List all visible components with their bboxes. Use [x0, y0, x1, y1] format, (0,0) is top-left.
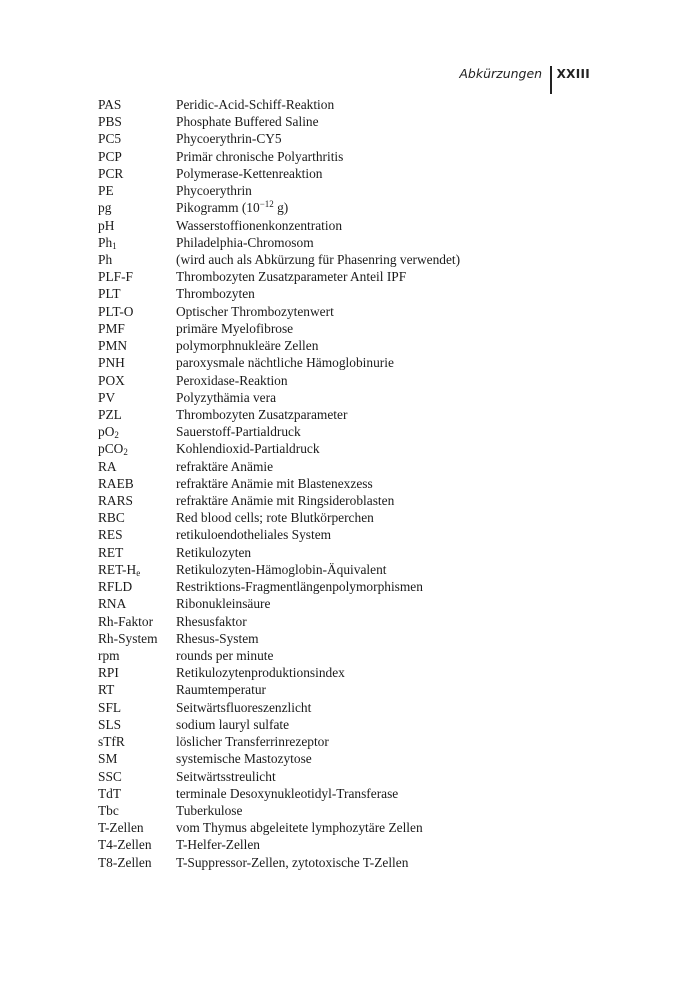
abbreviation-term-text: Ph [98, 251, 113, 267]
abbreviation-term-text: Rh-Faktor [98, 613, 154, 629]
abbreviation-row [98, 492, 598, 509]
definition-text: Phycoerythrin-CY5 [176, 131, 282, 147]
abbreviation-term-text: pg [98, 200, 112, 216]
abbreviation-term-text: Rh-System [98, 630, 158, 646]
abbreviation-row [98, 630, 598, 647]
abbreviation-term-text: pCO [98, 441, 124, 457]
abbreviation-row [98, 664, 598, 681]
abbreviation-subscript: 2 [114, 430, 119, 441]
definition-text: Polyzythämia vera [176, 389, 277, 405]
abbreviation-definition [176, 647, 598, 664]
abbreviation-row [98, 750, 598, 767]
abbreviation-row [98, 96, 598, 113]
abbreviation-term-text: Tbc [98, 802, 119, 818]
abbreviation-term [98, 320, 176, 337]
definition-text: Red blood cells; rote Blutkörperchen [176, 510, 374, 526]
abbreviation-term [98, 148, 176, 165]
abbreviation-row [98, 681, 598, 698]
abbreviation-term [98, 251, 176, 268]
abbreviation-term-text: T4-Zellen [98, 837, 152, 853]
definition-text: Rhesusfaktor [176, 613, 247, 629]
abbreviation-term-text: PNH [98, 355, 125, 371]
definition-text: Phosphate Buffered Saline [176, 114, 319, 130]
definition-text: vom Thymus abgeleitete lymphozytäre Zellen [176, 820, 423, 836]
abbreviation-term [98, 113, 176, 130]
abbreviation-term-text: sTfR [98, 734, 125, 750]
abbreviation-definition [176, 699, 598, 716]
abbreviation-term-text: SFL [98, 699, 122, 715]
abbreviation-subscript: e [136, 567, 141, 578]
abbreviation-definition [176, 458, 598, 475]
abbreviation-term [98, 768, 176, 785]
abbreviation-term-text: PBS [98, 114, 122, 130]
abbreviation-subscript: 2 [123, 447, 128, 458]
abbreviation-term-text: PLF-F [98, 269, 133, 285]
abbreviation-term [98, 509, 176, 526]
abbreviation-definition [176, 492, 598, 509]
abbreviation-definition [176, 199, 598, 216]
abbreviation-term [98, 836, 176, 853]
abbreviation-list [98, 96, 598, 871]
abbreviation-row [98, 303, 598, 320]
definition-text: Wasserstoffionenkonzentration [176, 217, 343, 233]
abbreviation-term [98, 561, 176, 578]
abbreviation-row [98, 578, 598, 595]
definition-text: Retikulozyten-Hämoglobin-Äquivalent [176, 561, 387, 577]
definition-text: (wird auch als Abkürzung für Phasenring verwendet) [176, 251, 461, 267]
abbreviation-row [98, 595, 598, 612]
abbreviation-term-text: RBC [98, 510, 125, 526]
abbreviation-definition [176, 182, 598, 199]
abbreviation-term [98, 389, 176, 406]
abbreviation-definition [176, 733, 598, 750]
abbreviation-row [98, 836, 598, 853]
abbreviation-definition [176, 217, 598, 234]
abbreviation-definition [176, 613, 598, 630]
abbreviation-definition [176, 285, 598, 302]
abbreviation-term [98, 595, 176, 612]
definition-text: löslicher Transferrinrezeptor [176, 734, 329, 750]
abbreviation-term [98, 165, 176, 182]
abbreviation-term-text: PCP [98, 148, 122, 164]
abbreviation-row [98, 768, 598, 785]
abbreviation-row [98, 354, 598, 371]
abbreviation-term [98, 182, 176, 199]
definition-text: Thrombozyten Zusatzparameter Anteil IPF [176, 269, 407, 285]
definition-text: refraktäre Anämie [176, 458, 274, 474]
abbreviation-row [98, 699, 598, 716]
abbreviation-term [98, 785, 176, 802]
abbreviation-term [98, 268, 176, 285]
abbreviation-definition [176, 768, 598, 785]
abbreviation-term-text: SLS [98, 716, 122, 732]
abbreviation-term-text: RFLD [98, 579, 133, 595]
definition-text: Kohlendioxid-Partialdruck [176, 441, 320, 457]
abbreviation-row [98, 544, 598, 561]
abbreviation-row [98, 285, 598, 302]
abbreviation-row [98, 785, 598, 802]
abbreviation-row [98, 165, 598, 182]
abbreviation-term [98, 285, 176, 302]
abbreviation-definition [176, 854, 598, 871]
abbreviation-definition [176, 165, 598, 182]
abbreviation-term [98, 544, 176, 561]
abbreviation-row [98, 613, 598, 630]
definition-text: Primär chronische Polyarthritis [176, 148, 344, 164]
abbreviation-definition [176, 561, 598, 578]
header-title: Abkürzungen [459, 66, 543, 81]
abbreviation-term-text: RT [98, 682, 115, 698]
abbreviation-definition [176, 836, 598, 853]
definition-text: Peroxidase-Reaktion [176, 372, 288, 388]
definition-text: systemische Mastozytose [176, 751, 312, 767]
abbreviation-definition [176, 750, 598, 767]
abbreviation-term-text: PV [98, 389, 116, 405]
definition-text: Tuberkulose [176, 802, 243, 818]
abbreviation-row [98, 509, 598, 526]
definition-text: Sauerstoff-Partialdruck [176, 424, 301, 440]
abbreviation-term [98, 337, 176, 354]
definition-text: Rhesus-System [176, 630, 259, 646]
definition-text: Thrombozyten [176, 286, 255, 302]
definition-text: Raumtemperatur [176, 682, 266, 698]
abbreviation-row [98, 561, 598, 578]
definition-text: Polymerase-Kettenreaktion [176, 165, 323, 181]
definition-text: Phycoerythrin [176, 183, 252, 199]
abbreviation-definition [176, 320, 598, 337]
definition-text: Optischer Thrombozytenwert [176, 303, 334, 319]
abbreviation-term [98, 458, 176, 475]
abbreviation-definition [176, 509, 598, 526]
abbreviation-row [98, 389, 598, 406]
abbreviation-term [98, 96, 176, 113]
definition-text: Peridic-Acid-Schiff-Reaktion [176, 97, 335, 112]
abbreviation-term-text: RNA [98, 596, 127, 612]
abbreviation-definition [176, 389, 598, 406]
abbreviation-definition [176, 664, 598, 681]
abbreviation-term-text: pH [98, 217, 115, 233]
abbreviation-term-text: PLT [98, 286, 121, 302]
definition-text: Seitwärtsstreulicht [176, 768, 276, 784]
running-header [459, 64, 590, 94]
abbreviation-definition [176, 337, 598, 354]
abbreviation-definition [176, 595, 598, 612]
definition-text: T-Suppressor-Zellen, zytotoxische T-Zellen [176, 854, 409, 870]
abbreviation-row [98, 234, 598, 251]
definition-text: Restriktions-Fragmentlängenpolymorphismen [176, 579, 423, 595]
abbreviation-term-text: TdT [98, 785, 122, 801]
abbreviation-row [98, 733, 598, 750]
abbreviation-row [98, 199, 598, 216]
definition-text: T-Helfer-Zellen [176, 837, 260, 853]
abbreviation-term [98, 199, 176, 216]
abbreviation-row [98, 251, 598, 268]
definition-text: sodium lauryl sulfate [176, 716, 290, 732]
abbreviation-definition [176, 526, 598, 543]
abbreviation-term [98, 681, 176, 698]
abbreviation-row [98, 182, 598, 199]
abbreviation-term [98, 647, 176, 664]
definition-text: Thrombozyten Zusatzparameter [176, 406, 348, 422]
abbreviation-definition [176, 785, 598, 802]
abbreviation-row [98, 647, 598, 664]
abbreviation-row [98, 148, 598, 165]
abbreviation-definition [176, 268, 598, 285]
abbreviation-definition [176, 354, 598, 371]
abbreviation-term [98, 234, 176, 251]
abbreviation-term-text: RES [98, 527, 123, 543]
definition-text: Seitwärtsfluoreszenzlicht [176, 699, 312, 715]
abbreviation-definition [176, 96, 598, 113]
abbreviation-term [98, 423, 176, 440]
definition-text: Pikogramm (10 [176, 200, 260, 216]
abbreviation-term [98, 750, 176, 767]
abbreviation-definition [176, 475, 598, 492]
abbreviation-term [98, 802, 176, 819]
abbreviation-term-text: RET [98, 544, 124, 560]
abbreviation-row [98, 458, 598, 475]
abbreviation-term [98, 716, 176, 733]
abbreviation-term-text: POX [98, 372, 125, 388]
abbreviation-term [98, 630, 176, 647]
abbreviation-definition [176, 578, 598, 595]
abbreviation-term-text: SSC [98, 768, 122, 784]
abbreviation-term [98, 406, 176, 423]
abbreviation-term-text: T8-Zellen [98, 854, 152, 870]
abbreviation-definition [176, 681, 598, 698]
abbreviation-row [98, 406, 598, 423]
abbreviation-term-text: RET-H [98, 561, 137, 577]
definition-text: refraktäre Anämie mit Ringsideroblasten [176, 493, 395, 509]
abbreviation-term-text: PCR [98, 165, 124, 181]
definition-text: rounds per minute [176, 648, 274, 663]
abbreviation-definition [176, 544, 598, 561]
abbreviation-definition [176, 802, 598, 819]
abbreviation-term [98, 578, 176, 595]
definition-text: retikuloendotheliales System [176, 527, 332, 543]
abbreviation-term-text: T-Zellen [98, 820, 144, 836]
abbreviation-row [98, 854, 598, 871]
abbreviation-row [98, 130, 598, 147]
abbreviation-term [98, 475, 176, 492]
abbreviation-row [98, 475, 598, 492]
abbreviation-definition [176, 130, 598, 147]
abbreviation-row [98, 372, 598, 389]
definition-text: Ribonukleinsäure [176, 596, 271, 612]
abbreviation-definition [176, 251, 598, 268]
page-number: XXIII [556, 67, 590, 81]
abbreviation-term-text: PMN [98, 338, 128, 354]
abbreviation-term [98, 526, 176, 543]
abbreviation-row [98, 217, 598, 234]
abbreviation-row [98, 113, 598, 130]
abbreviation-definition [176, 234, 598, 251]
abbreviation-term [98, 130, 176, 147]
definition-text: polymorphnukleäre Zellen [176, 338, 319, 354]
abbreviation-term [98, 854, 176, 871]
abbreviation-term [98, 664, 176, 681]
abbreviation-definition [176, 630, 598, 647]
abbreviation-term [98, 440, 176, 457]
abbreviation-row [98, 337, 598, 354]
definition-tail: g) [273, 200, 289, 216]
abbreviation-definition [176, 113, 598, 130]
abbreviation-definition [176, 819, 598, 836]
definition-text: paroxysmale nächtliche Hämoglobinurie [176, 355, 394, 371]
abbreviation-row [98, 440, 598, 457]
abbreviation-term [98, 217, 176, 234]
abbreviation-term-text: Ph [98, 234, 113, 250]
abbreviation-term-text: pO [98, 424, 115, 440]
abbreviation-term [98, 613, 176, 630]
abbreviation-definition [176, 148, 598, 165]
abbreviation-term-text: rpm [98, 648, 120, 663]
abbreviation-term [98, 372, 176, 389]
abbreviation-term-text: RA [98, 458, 117, 474]
abbreviation-row [98, 268, 598, 285]
abbreviation-definition [176, 303, 598, 320]
definition-text: Retikulozyten [176, 544, 252, 560]
definition-text: terminale Desoxynukleotidyl-Transferase [176, 785, 399, 801]
abbreviation-term-text: PZL [98, 406, 122, 422]
abbreviation-term [98, 354, 176, 371]
abbreviation-row [98, 320, 598, 337]
definition-text: Retikulozytenproduktionsindex [176, 665, 345, 681]
definition-text: Philadelphia-Chromosom [176, 234, 314, 250]
abbreviation-row [98, 526, 598, 543]
abbreviation-term-text: PC5 [98, 131, 122, 147]
abbreviation-term-text: RAEB [98, 475, 134, 491]
abbreviation-row [98, 423, 598, 440]
abbreviation-term [98, 819, 176, 836]
definition-text: primäre Myelofibrose [176, 320, 294, 336]
abbreviation-term-text: PAS [98, 97, 122, 112]
abbreviation-row [98, 716, 598, 733]
abbreviation-term [98, 699, 176, 716]
abbreviation-term-text: PLT-O [98, 303, 134, 319]
abbreviation-definition [176, 423, 598, 440]
abbreviation-term-text: PMF [98, 320, 125, 336]
abbreviation-term-text: RARS [98, 493, 133, 509]
abbreviation-subscript: 1 [112, 240, 117, 251]
abbreviation-row [98, 819, 598, 836]
abbreviation-definition [176, 716, 598, 733]
abbreviation-term [98, 733, 176, 750]
abbreviation-term-text: PE [98, 183, 114, 199]
abbreviation-definition [176, 406, 598, 423]
definition-text: refraktäre Anämie mit Blastenexzess [176, 475, 373, 491]
definition-superscript: −12 [259, 199, 274, 210]
abbreviation-term [98, 303, 176, 320]
abbreviation-term [98, 492, 176, 509]
abbreviation-term-text: RPI [98, 665, 119, 681]
abbreviation-definition [176, 440, 598, 457]
abbreviation-definition [176, 372, 598, 389]
abbreviation-term-text: SM [98, 751, 118, 767]
abbreviation-row [98, 802, 598, 819]
